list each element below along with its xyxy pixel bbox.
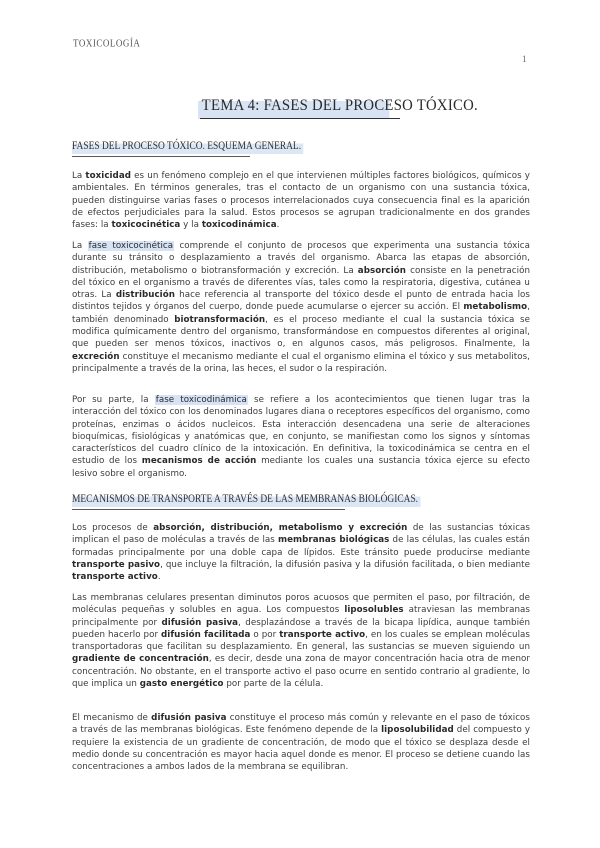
highlighted-term: fase toxicodinámica: [155, 395, 247, 405]
bold-term: mecanismos de acción: [141, 456, 257, 467]
paragraph-procesos: Los procesos de absorción, distribución, metabolismo y excreción de las sustancias tóxicas implican el paso de moléculas a través de las membranas biológicas de las células, las cuales están formadas principalmente por una doble capa de lípidos. Este tránsito puede producirse mediante transporte pasivo, que incluye la filtración, la difusión pasiva y la difusión facilitada, o bien mediante transporte activo.: [72, 523, 530, 583]
bold-term: gradiente de concentración: [72, 654, 209, 665]
bold-term: liposolubilidad: [381, 725, 454, 736]
bold-term: transporte activo: [279, 629, 366, 640]
bold-term: liposolubles: [344, 605, 404, 616]
bold-term: absorción: [357, 265, 407, 276]
paragraph-difusion-pasiva: El mecanismo de difusión pasiva constituye el proceso más común y relevante en el paso de tóxicos a través de las membranas biológicas. Este fenómeno depende de la liposolubilidad del compuesto y requiere la existencia de un gradiente de concentración, de modo que el tóxico se desplaza desde el medio donde su concentración es mayor hacia aquel donde es menor. El proceso se detiene cuando las concentraciones a ambos lados de la membrana se equilibran.: [72, 713, 531, 773]
paragraph-toxicodinamica: Por su parte, la fase toxicodinámica se refiere a los acontecimientos que tienen lugar tras la interacción del tóxico con los denominados lugares diana o receptores específicos del organismo, como proteínas, enzimas o ácidos nucleicos. Esta interacción desencadena una serie de alteraciones bioquímicas, fisiológicas y anatómicas que, en conjunto, se manifiestan como los signos y síntomas característicos del cuadro clínico de la intoxicación. En definitiva, la toxicodinámica se centra en el estudio de los mecanismos de acción mediante los cuales una sustancia tóxica ejerce su efecto lesivo sobre el organismo.: [72, 395, 530, 479]
bold-term: membranas biológicas: [277, 535, 390, 546]
paragraph-toxicocinetica: La fase toxicocinética comprende el conjunto de procesos que experimenta una sustancia tóxica durante su tránsito o desplazamiento a través del organismo. Abarca las etapas de absorción, distribución, metabolismo o biotransformación y excreción. La absorción consiste en la penetración del tóxico en el organismo a través de diferentes vías, tales como la respiratoria, digestiva, cutánea u otras. La distribución hace referencia al transporte del tóxico desde el punto de entrada hacia los distintos tejidos y órganos del cuerpo, donde puede acumularse o ejercer su acción. El metabolismo, también denominado biotransformación, es el proceso mediante el cual la sustancia tóxica se modifica químicamente dentro del organismo, transformándose en compuestos diferentes al original, que pueden ser menos tóxicos, inactivos o, en algunos casos, más peligrosos. Finalmente, la excreción constituye el mecanismo mediante el cual el organismo elimina el tóxico y sus metabolitos, principalmente a través de la orina, las heces, el sudor o la respiración.: [72, 241, 530, 374]
highlighted-term: fase toxicocinética: [88, 241, 174, 251]
bold-term: difusión pasiva: [151, 713, 227, 723]
paragraph-membranas: Las membranas celulares presentan diminutos poros acuosos que permiten el paso, por filtración, de moléculas pequeñas y solubles en agua. Los compuestos liposolubles atraviesan las membranas principalmente por difusión pasiva, desplazándose a través de la bicapa lipídica, aunque también pueden hacerlo por difusión facilitada o por transporte activo, en los cuales se emplean moléculas transportadoras que facilitan su desplazamiento. En general, las sustancias se mueven siguiendo un gradiente de concentración, es decir, desde una zona de mayor concentración hacia otra de menor concentración. No obstante, en el transporte activo el paso ocurre en sentido contrario al gradiente, lo que implica un gasto energético por parte de la célula.: [72, 593, 531, 690]
page-title: TEMA 4: FASES DEL PROCESO TÓXICO.: [198, 93, 389, 119]
bold-term: gasto energético: [139, 679, 224, 690]
paragraph-toxicidad: La toxicidad es un fenómeno complejo en el que intervienen múltiples factores biológicos, químicos y ambientales. En términos generales, tras el contacto de un organismo con una sustancia tóxica, pueden distinguirse varias fases o procesos interrelacionados cuya consecuencia final es la aparición de efectos perjudiciales para la salud. Estos procesos se agrupan tradicionalmente en dos grandes fases: la toxicocinética y la toxicodinámica.: [72, 171, 530, 231]
bold-term: metabolismo: [463, 302, 528, 313]
bold-term: difusión facilitada: [161, 629, 251, 640]
section-heading-fases: FASES DEL PROCESO TÓXICO. ESQUEMA GENERAL.: [72, 138, 304, 154]
bold-term: biotransformación: [174, 314, 266, 325]
bold-term: excreción: [72, 351, 120, 362]
bold-term: absorción, distribución, metabolismo y excreción: [153, 523, 408, 533]
running-header: TOXICOLOGÍA: [73, 37, 141, 49]
bold-term: toxicidad: [85, 171, 132, 181]
bold-term: transporte pasivo: [72, 559, 161, 570]
title-underline: [200, 118, 400, 119]
bold-term: difusión pasiva: [161, 617, 239, 628]
page-number: 1: [522, 54, 527, 64]
bold-term: toxicocinética: [111, 220, 181, 231]
section-heading-mecanismos: MECANISMOS DE TRANSPORTE A TRAVÉS DE LAS MEMBRANAS BIOLÓGICAS.: [72, 491, 421, 507]
bold-term: distribución: [115, 290, 175, 301]
section-rule-mecanismos: [72, 509, 345, 510]
bold-term: transporte activo: [72, 572, 158, 583]
bold-term: toxicodinámica: [201, 220, 277, 231]
section-rule-fases: [72, 156, 250, 157]
